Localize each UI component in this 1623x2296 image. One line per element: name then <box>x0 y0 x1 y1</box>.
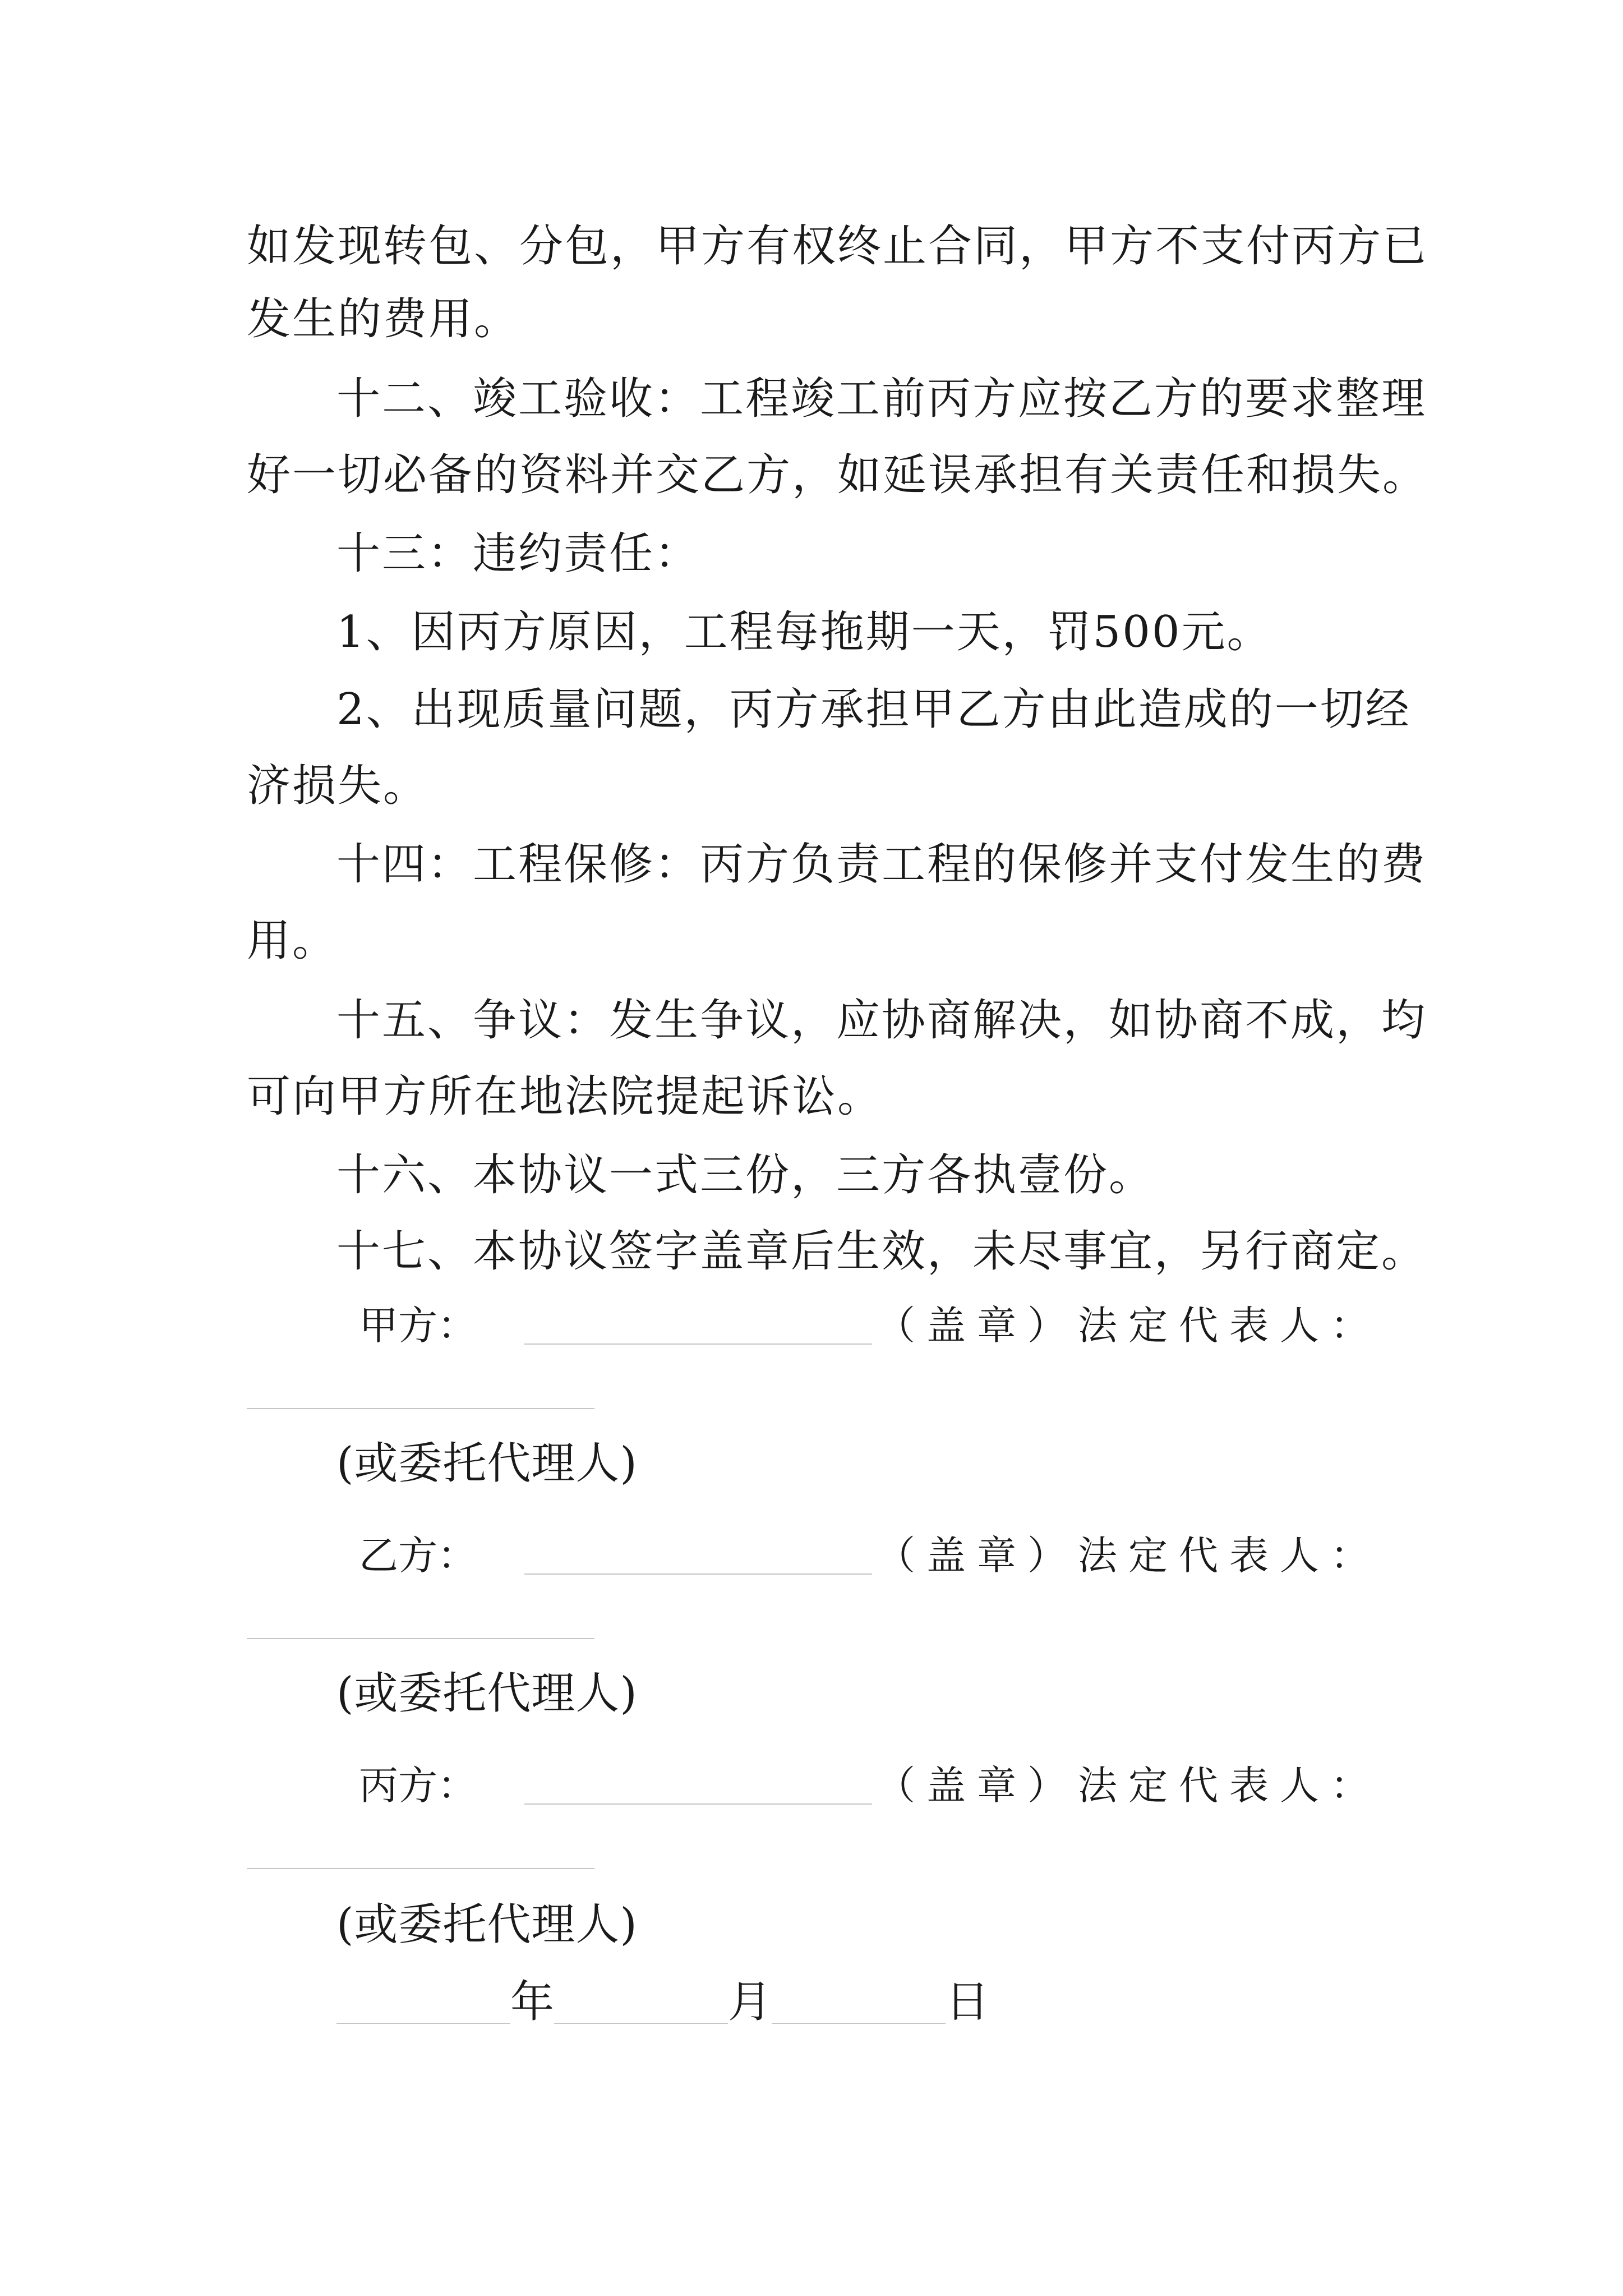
party-a-stamp-representative: （ 盖 章 ） 法 定 代 表 人 ： <box>876 1303 1370 1349</box>
clause-17: 十七、本协议签字盖章后生效，未尽事宜，另行商定。 <box>336 1226 1427 1277</box>
party-b-signature-line[interactable] <box>524 1573 872 1575</box>
paragraph-line: 发生的费用。 <box>247 294 520 344</box>
party-a-representative-line[interactable] <box>247 1408 594 1409</box>
clause-13-item-2: 2、出现质量问题，丙方承担甲乙方由此造成的一切经 <box>336 684 1411 735</box>
party-b-stamp-representative: （ 盖 章 ） 法 定 代 表 人 ： <box>876 1533 1370 1579</box>
month-blank[interactable] <box>554 1984 728 2024</box>
paragraph-line: 可向甲方所在地法院提起诉讼。 <box>247 1071 883 1122</box>
day-label: 日 <box>946 1977 990 2027</box>
paragraph-line: 好一切必备的资料并交乙方，如延误承担有关责任和损失。 <box>247 450 1428 500</box>
clause-14: 十四：工程保修：丙方负责工程的保修并支付发生的费 <box>336 839 1427 890</box>
party-a-signature-line[interactable] <box>524 1343 872 1345</box>
party-a-agent-note: (或委托代理人) <box>336 1438 638 1489</box>
month-label: 月 <box>728 1977 772 2027</box>
day-blank[interactable] <box>772 1984 946 2024</box>
clause-15: 十五、争议：发生争议，应协商解决，如协商不成，均 <box>336 995 1427 1046</box>
party-c-signature-line[interactable] <box>524 1803 872 1805</box>
party-b-label: 乙 方 ： <box>359 1533 477 1579</box>
party-c-agent-note: (或委托代理人) <box>336 1899 638 1950</box>
paragraph-line: 用。 <box>247 915 338 966</box>
clause-13: 十三：违约责任： <box>336 528 700 579</box>
clause-13-item-1: 1、因丙方原因，工程每拖期一天，罚500元。 <box>336 607 1272 657</box>
year-label: 年 <box>510 1977 555 2027</box>
party-c-stamp-representative: （ 盖 章 ） 法 定 代 表 人 ： <box>876 1763 1370 1809</box>
party-b-representative-line[interactable] <box>247 1638 594 1639</box>
party-c-label: 丙 方 ： <box>359 1763 477 1809</box>
clause-12: 十二、竣工验收：工程竣工前丙方应按乙方的要求整理 <box>336 374 1427 424</box>
party-a-label: 甲 方 ： <box>359 1303 477 1349</box>
paragraph-line: 如发现转包、分包，甲方有权终止合同，甲方不支付丙方已 <box>247 221 1428 272</box>
date-line <box>336 1977 990 2027</box>
party-c-representative-line[interactable] <box>247 1868 594 1869</box>
paragraph-line: 济损失。 <box>247 761 429 811</box>
clause-16: 十六、本协议一式三份，三方各执壹份。 <box>336 1150 1155 1200</box>
party-b-agent-note: (或委托代理人) <box>336 1668 638 1719</box>
year-blank[interactable] <box>336 1984 510 2024</box>
